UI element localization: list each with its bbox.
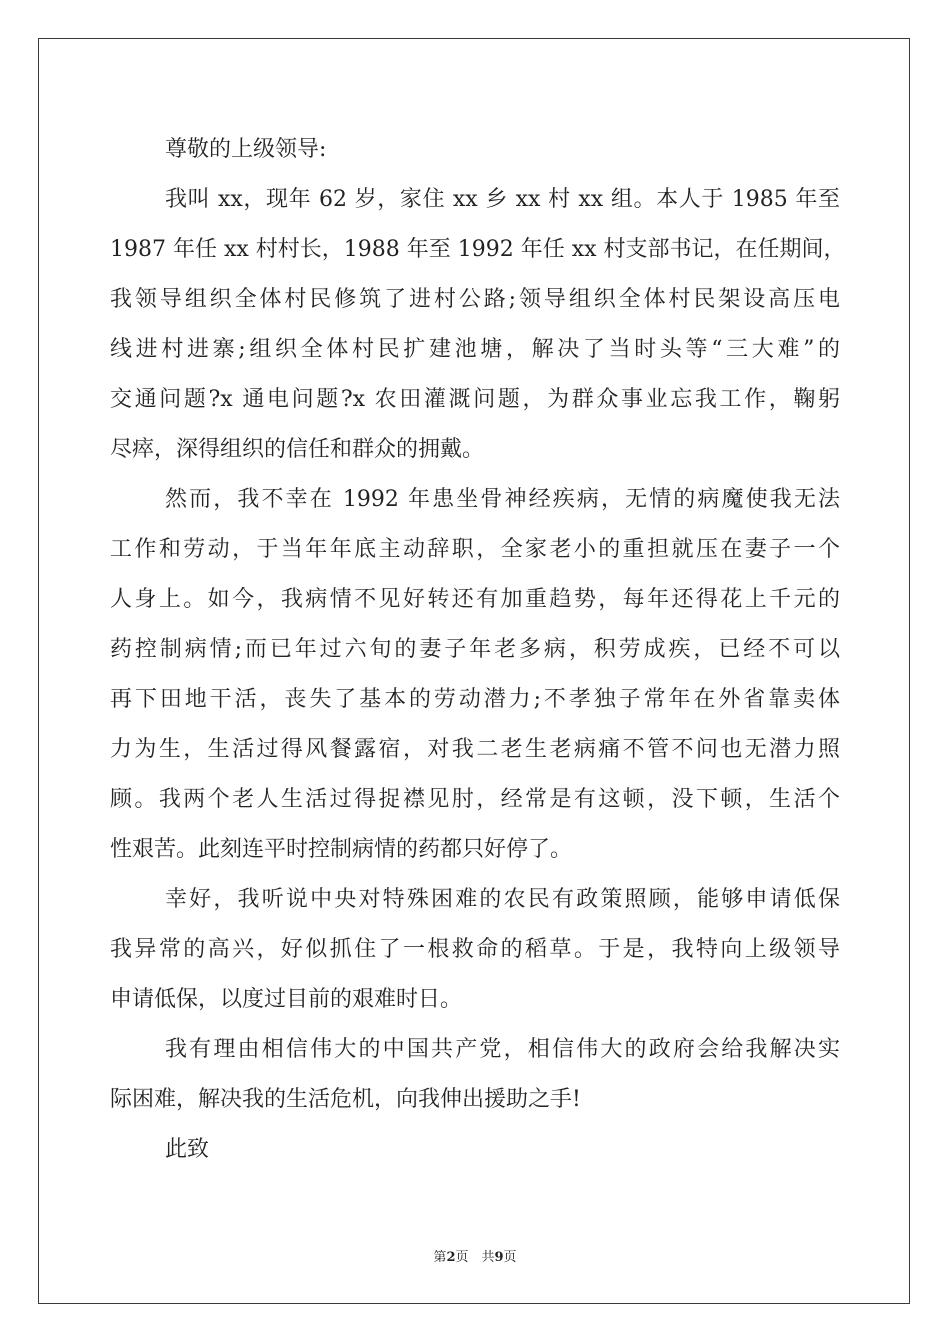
paragraph-1-line-6: 尽瘁，深得组织的信任和群众的拥戴。 — [110, 437, 485, 462]
page-mid: 页 共 — [455, 1250, 495, 1265]
paragraph-2-line-4: 药控制病情;而已年过六旬的妻子年老多病，积劳成疾，已经不可以 — [110, 637, 840, 662]
paragraph-1-line-5: 交通问题?x 通电问题?x 农田灌溉问题，为群众事业忘我工作，鞠躬 — [110, 387, 840, 412]
paragraph-2-line-5: 再下田地干活，丧失了基本的劳动潜力;不孝独子常年在外省靠卖体 — [110, 687, 840, 712]
paragraph-1-line-3: 我领导组织全体村民修筑了进村公路;领导组织全体村民架设高压电 — [110, 287, 840, 312]
paragraph-4-line-1: 我有理由相信伟大的中国共产党，相信伟大的政府会给我解决实 — [165, 1037, 840, 1062]
closing: 此致 — [165, 1137, 210, 1162]
paragraph-4-line-2: 际困难，解决我的生活危机，向我伸出援助之手! — [110, 1087, 581, 1112]
paragraph-2-line-3: 人身上。如今，我病情不见好转还有加重趋势，每年还得花上千元的 — [110, 587, 840, 612]
paragraph-1-line-4: 线进村进寨;组织全体村民扩建池塘，解决了当时头等“三大难”的 — [110, 337, 840, 362]
page-prefix: 第 — [433, 1250, 447, 1265]
current-page-number: 2 — [446, 1250, 456, 1265]
paragraph-2-line-7: 顾。我两个老人生活过得捉襟见肘，经常是有这顿，没下顿，生活个 — [110, 787, 840, 812]
paragraph-2-line-6: 力为生，生活过得风餐露宿，对我二老生老病痛不管不问也无潜力照 — [110, 737, 840, 762]
paragraph-3-line-3: 申请低保，以度过目前的艰难时日。 — [110, 987, 463, 1012]
page-suffix: 页 — [503, 1250, 517, 1265]
paragraph-1-line-2: 1987 年任 xx 村村长，1988 年至 1992 年任 xx 村支部书记，在任期间， — [110, 237, 846, 262]
paragraph-3-line-2: 我异常的高兴，好似抓住了一根救命的稻草。于是，我特向上级领导 — [110, 937, 840, 962]
paragraph-1-line-1: 我叫 xx，现年 62 岁，家住 xx 乡 xx 村 xx 组。本人于 1985 年至 — [165, 187, 840, 212]
paragraph-2-line-2: 工作和劳动，于当年年底主动辞职，全家老小的重担就压在妻子一个 — [110, 537, 840, 562]
paragraph-3-line-1: 幸好，我听说中央对特殊困难的农民有政策照顾，能够申请低保 — [165, 887, 840, 912]
total-page-number: 9 — [494, 1250, 504, 1265]
paragraph-2-line-8: 性艰苦。此刻连平时控制病情的药都只好停了。 — [110, 837, 573, 862]
salutation: 尊敬的上级领导: — [165, 137, 327, 162]
paragraph-2-line-1: 然而，我不幸在 1992 年患坐骨神经疾病，无情的病魔使我无法 — [165, 487, 840, 512]
page-footer — [0, 1246, 950, 1265]
